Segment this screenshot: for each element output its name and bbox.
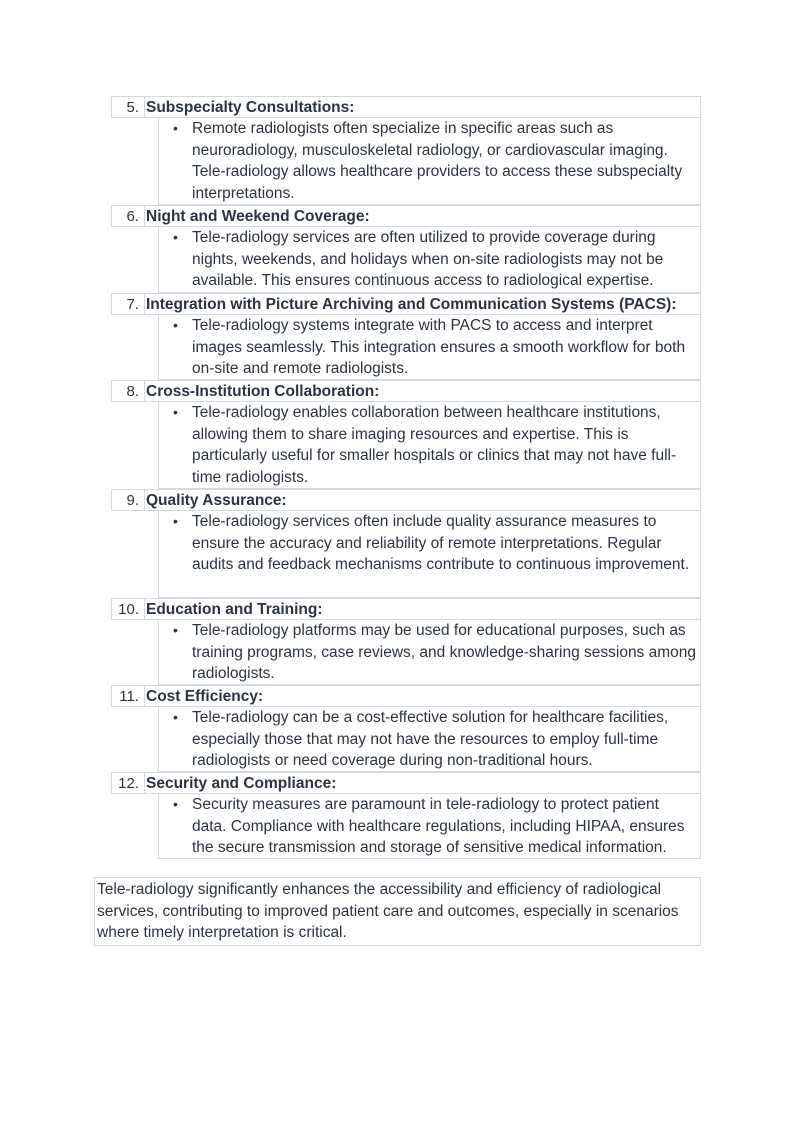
item-description: Tele-radiology platforms may be used for educational purposes, such as training programs, case reviews, and knowledge-sharing sessions among radiologists. [192,622,697,682]
list-item [111,685,701,772]
item-description: Security measures are paramount in tele-radiology to protect patient data. Compliance with healthcare regulations, including HIPAA, ensures the secure transmission and storage of sensitive medical information. [192,796,685,856]
bullet-icon: • [173,796,178,812]
item-number: 10. [111,598,144,620]
numbered-list [111,96,701,859]
item-title: Cross-Institution Collaboration: [144,380,701,402]
bullet-icon: • [173,709,178,725]
list-item [111,205,701,293]
bullet-icon: • [173,622,178,638]
item-title: Night and Weekend Coverage: [144,205,701,227]
item-title: Integration with Picture Archiving and Communication Systems (PACS): [144,293,701,315]
item-description: Remote radiologists often specialize in specific areas such as neuroradiology, musculoskeletal radiology, or cardiovascular imaging. Tele-radiology allows healthcare providers to access these subspecialty interpretations. [192,120,683,202]
item-number: 11. [111,685,144,707]
item-description: Tele-radiology services often include quality assurance measures to ensure the accuracy and reliability of remote interpretations. Regular audits and feedback mechanisms contribute to continuous improvement. [192,513,690,573]
list-item [111,380,701,489]
bullet-icon: • [173,404,178,420]
item-title: Cost Efficiency: [144,685,701,707]
list-item [111,293,701,380]
bullet-icon: • [173,317,178,333]
summary-paragraph: Tele-radiology significantly enhances the accessibility and efficiency of radiological services, contributing to improved patient care and outcomes, especially in scenarios where timely interpretation is critical. [94,877,701,946]
list-item [111,96,701,205]
item-title: Quality Assurance: [144,489,701,511]
item-description: Tele-radiology services are often utilized to provide coverage during nights, weekends, and holidays when on-site radiologists may not be available. This ensures continuous access to radiological expertise. [192,229,664,289]
item-number: 7. [111,293,144,315]
list-item [111,489,701,598]
item-title: Subspecialty Consultations: [144,96,701,118]
item-number: 6. [111,205,144,227]
item-title: Education and Training: [144,598,701,620]
bullet-icon: • [173,120,178,136]
item-description: Tele-radiology enables collaboration between healthcare institutions, allowing them to share imaging resources and expertise. This is particularly useful for smaller hospitals or clinics that may not have full-time radiologists. [192,404,677,486]
item-number: 5. [111,96,144,118]
bullet-icon: • [173,513,178,529]
item-number: 8. [111,380,144,402]
bullet-icon: • [173,229,178,245]
item-description: Tele-radiology can be a cost-effective solution for healthcare facilities, especially those that may not have the resources to employ full-time radiologists or need coverage during non-traditional hours. [192,709,669,769]
item-description: Tele-radiology systems integrate with PACS to access and interpret images seamlessly. This integration ensures a smooth workflow for both on-site and remote radiologists. [192,317,686,377]
item-title: Security and Compliance: [144,772,701,794]
list-item [111,772,701,859]
list-item [111,598,701,685]
item-number: 9. [111,489,144,511]
item-number: 12. [111,772,144,794]
